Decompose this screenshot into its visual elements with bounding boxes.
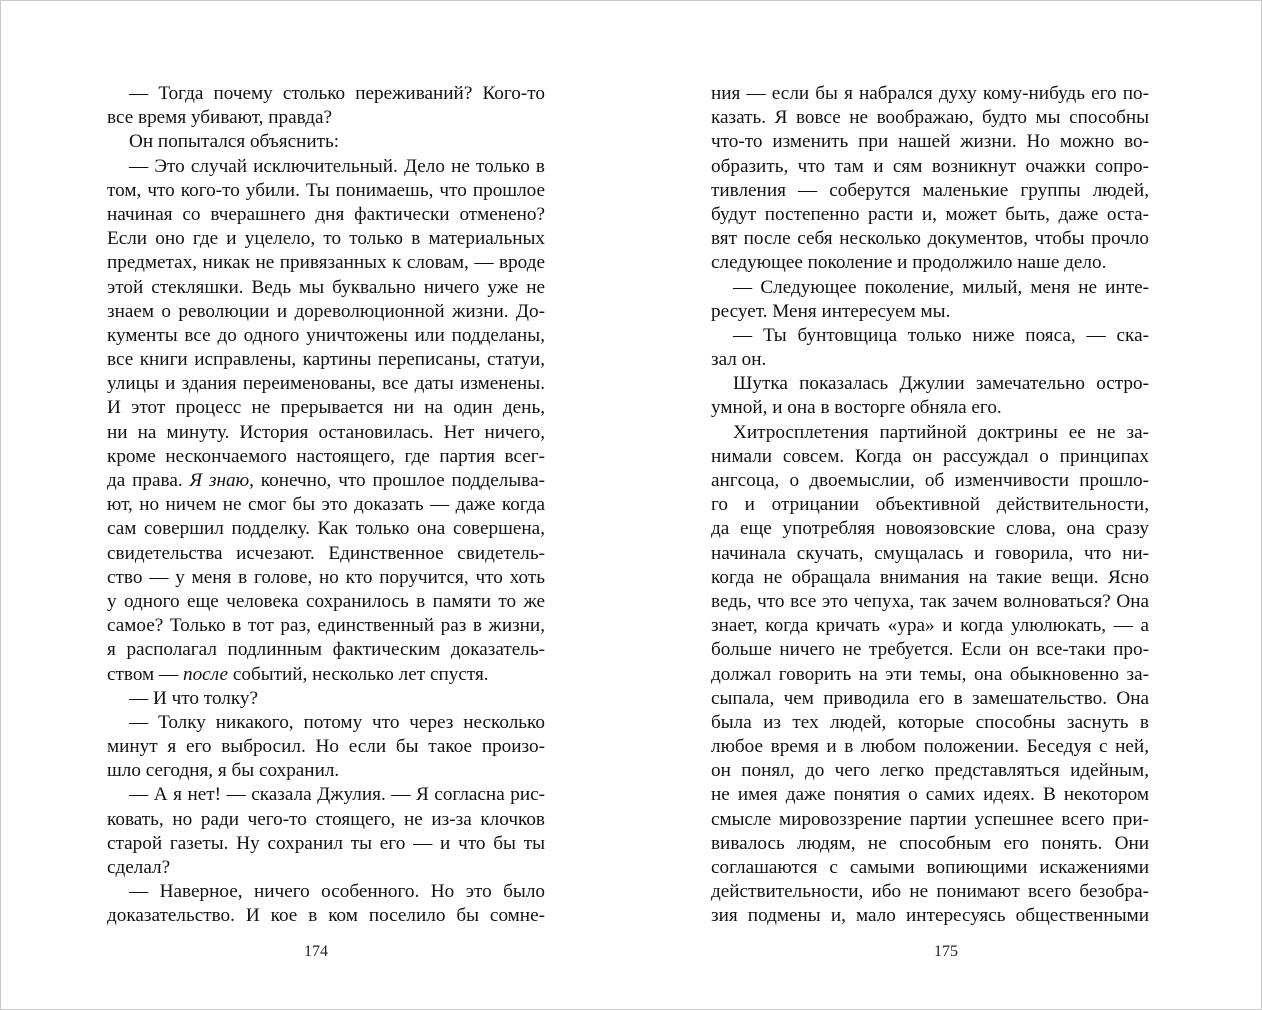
text-line: старой газеты. Ну сохранил ты его — и что бы ты (107, 832, 545, 854)
text-line: знаем о революции и дореволюционной жизни. До- (107, 300, 545, 322)
text-line: любое время и в любом положении. Беседуя с ней, (711, 736, 1149, 758)
text-line: начинала скучать, смущалась и говорила, что ни- (711, 542, 1149, 564)
text-line: когда не обращала внимания на такие вещи. Ясно (711, 566, 1149, 588)
text-line: у одного еще человека сохранилось в памяти то же (107, 590, 545, 612)
text-line: ство — у меня в голове, но кто поручится, что хоть (107, 566, 545, 588)
text-line: сыпала, чем приводила его в замешательство. Она (711, 687, 1149, 709)
text-line: доказательство. И кое в ком поселило бы сомне- (107, 905, 545, 927)
text-line: начиная со вчерашнего дня фактически отменено? (107, 203, 545, 225)
text-line: сделал? (107, 857, 171, 878)
text-line: была из тех людей, которые способны заснуть в (711, 711, 1149, 733)
text-line: — Тогда почему столько переживаний? Кого-то (129, 83, 545, 104)
text-line: он понял, до чего легко представляться идейным, (711, 760, 1149, 782)
text-line: самое? Только в тот раз, единственный раз в жизни, (107, 615, 545, 637)
right-page-text (711, 82, 1149, 929)
text-line: образить, что там и сям возникнут очажки сопро- (711, 155, 1149, 177)
text-line: ют, но ничем не смог бы это доказать — даже когда (107, 494, 545, 516)
emphasis: Я знаю, (189, 470, 254, 491)
right-page (631, 1, 1261, 1009)
text-line: — Это случай исключительный. Дело не только в (129, 155, 545, 177)
text-line: я располагал подлинным фактическим доказатель- (107, 639, 545, 661)
text-line: зия подмены и, мало интересуясь общественными (711, 905, 1149, 927)
text-line: Он попытался объяснить: (129, 131, 340, 153)
right-page-number: 175 (934, 943, 958, 960)
text-line: предметах, никак не привязанных к словам, — вроде (107, 252, 545, 274)
text-line: — Толку никакого, потому что через несколько (129, 711, 545, 733)
text-line: ковать, но ради чего-то стоящего, не из-за клочков (107, 808, 545, 830)
text-line: да еще употребляя новоязовские слова, она сразу (711, 518, 1149, 540)
text-line: улицы и здания переименованы, все даты изменены. (107, 373, 545, 395)
text-line: будут постепенно расти и, может быть, даже оста- (711, 203, 1149, 225)
text-line: Хитросплетения партийной доктрины ее не за- (733, 421, 1149, 443)
text-line: казать. Я вовсе не воображаю, будто мы способны (711, 107, 1149, 129)
text-line: ресует. Меня интересуем мы. (711, 300, 951, 322)
text-line: действительности, ибо не понимают всего безобра- (711, 881, 1149, 903)
text-line: том, что кого-то убили. Ты понимаешь, что прошлое (107, 179, 545, 201)
text-line: ангсоца, о двоемыслии, об изменчивости прошло- (711, 470, 1149, 491)
text-line: И этот процесс не прерывается ни на один день, (107, 397, 545, 419)
text-line: ведь, что все это чепуха, так зачем волноваться? Она (711, 590, 1149, 612)
text-line: ния — если бы я набрался духу кому-нибудь его по- (711, 83, 1149, 104)
text-line: ством — после событий, несколько лет спустя. (107, 663, 489, 685)
text-line: тивления — соберутся маленькие группы людей, (711, 179, 1149, 201)
text-line: не имея даже понятия о самих идеях. В некотором (711, 784, 1149, 806)
emphasis: после (182, 663, 229, 685)
text-line: должал говорить на эти темы, она обыкновенно за- (711, 663, 1149, 685)
text-line: шло сегодня, я бы сохранил. (107, 760, 340, 782)
text-line: — Следующее поколение, милый, меня не инте- (733, 276, 1149, 298)
text-line: вят после себя несколько документов, чтобы прочло (711, 228, 1149, 250)
text-line: все время убивают, правда? (107, 107, 333, 129)
text-line: — Наверное, ничего особенного. Но это было (129, 881, 545, 903)
text-line: свидетельства исчезают. Единственное свидетель- (107, 542, 545, 564)
text-line: смысле мировоззрение партии успешнее всего при- (711, 808, 1149, 830)
text-line: да права. Я знаю, конечно, что прошлое подделыва- (107, 470, 545, 491)
text-line: вивалось людям, не способным его понять. Они (711, 832, 1149, 854)
text-line: минут я его выбросил. Но если бы такое произо- (107, 736, 545, 758)
text-line: го и отрицании объективной действительности, (711, 494, 1149, 516)
text-line: знает, когда кричать «ура» и когда улюлюкать, — а (711, 615, 1149, 637)
left-page (1, 1, 631, 1009)
text-line: сам совершил подделку. Как только она совершена, (107, 518, 545, 540)
text-line: нимали совсем. Когда он рассуждал о принципах (711, 445, 1149, 467)
text-line: — Ты бунтовщица только ниже пояса, — ска- (733, 324, 1149, 346)
text-line: этой стекляшки. Ведь мы буквально ничего уже не (107, 276, 545, 298)
text-line: ни на минуту. История остановилась. Нет ничего, (107, 421, 545, 443)
text-line: зал он. (711, 349, 767, 371)
text-line: — И что толку? (129, 687, 259, 709)
text-line: Если оно где и уцелело, то только в материальных (107, 228, 545, 250)
text-line: больше ничего не требуется. Если он все-таки про- (711, 639, 1149, 661)
text-line: умной, и она в восторге обняла его. (711, 397, 1002, 419)
text-line: все книги исправлены, картины переписаны, статуи, (107, 349, 545, 371)
text-line: Шутка показалась Джулии замечательно остро- (733, 373, 1149, 395)
text-line: — А я нет! — сказала Джулия. — Я согласна рис- (129, 784, 545, 806)
left-page-text (107, 82, 545, 929)
text-line: соглашаются с самыми вопиющими искажениями (711, 857, 1149, 878)
text-line: кументы все до одного уничтожены или подделаны, (107, 324, 545, 346)
text-line: следующее поколение и продолжило наше дело. (711, 252, 1107, 274)
text-line: что-то изменить при нашей жизни. Но можно во- (711, 131, 1149, 153)
left-page-number: 174 (304, 943, 328, 960)
text-line: кроме нескончаемого настоящего, где партия всег- (107, 445, 545, 467)
